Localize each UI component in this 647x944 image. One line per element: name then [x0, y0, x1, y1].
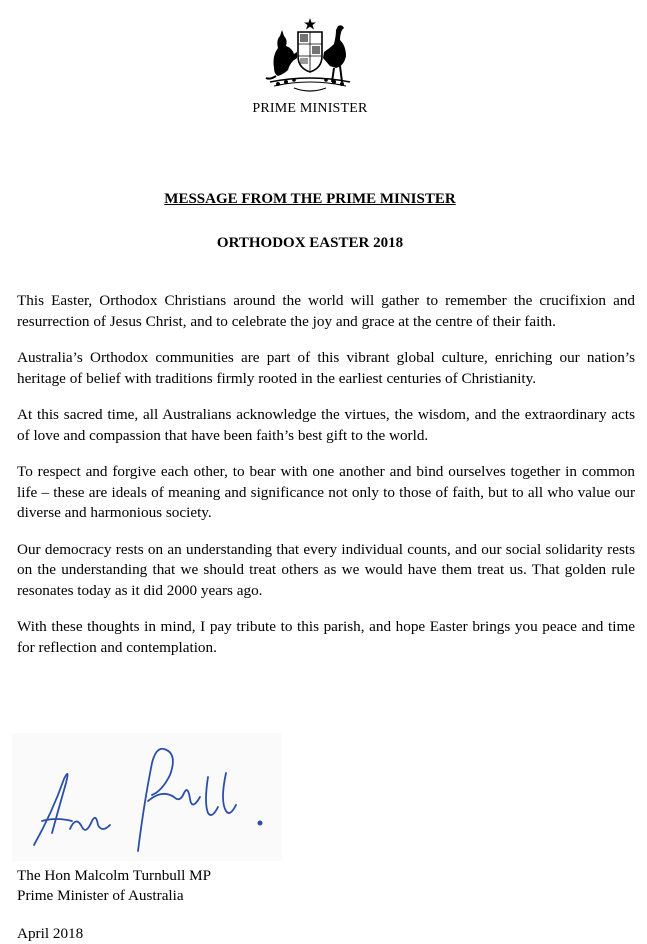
letter-date: April 2018 — [17, 925, 84, 942]
paragraph: With these thoughts in mind, I pay tribute to this parish, and hope Easter brings you peace and time for reflection and contemplation. — [17, 618, 635, 656]
document-subtitle: ORTHODOX EASTER 2018 — [216, 235, 404, 251]
signature-area — [12, 733, 282, 861]
coat-of-arms-icon — [264, 16, 356, 96]
signatory-name: The Hon Malcolm Turnbull MP — [17, 867, 212, 884]
message-body — [17, 291, 635, 674]
paragraph: Australia’s Orthodox communities are part of this vibrant global culture, enriching our nation’s heritage of belief with traditions firmly rooted in the earliest centuries of Christianity. — [17, 349, 635, 387]
paragraph: Our democracy rests on an understanding that every individual counts, and our social solidarity rests on the understanding that we should treat others as we would have them treat us. That golden rule resonates today as it did 2000 years ago. — [17, 540, 635, 599]
handwritten-signature-icon — [12, 733, 282, 861]
paragraph: This Easter, Orthodox Christians around the world will gather to remember the crucifixion and resurrection of Jesus Christ, and to celebrate the joy and grace at the centre of their faith. — [17, 292, 635, 330]
document-title: MESSAGE FROM THE PRIME MINISTER — [164, 191, 456, 207]
letterhead-office: PRIME MINISTER — [252, 101, 368, 116]
signatory-role: Prime Minister of Australia — [17, 887, 184, 904]
paragraph: At this sacred time, all Australians acknowledge the virtues, the wisdom, and the extraordinary acts of love and compassion that have been faith’s best gift to the world. — [17, 406, 635, 444]
paragraph: To respect and forgive each other, to bear with one another and bind ourselves together in common life – these are ideals of meaning and significance not only to those of faith, but to all who value our diverse and harmonious society. — [17, 463, 635, 521]
